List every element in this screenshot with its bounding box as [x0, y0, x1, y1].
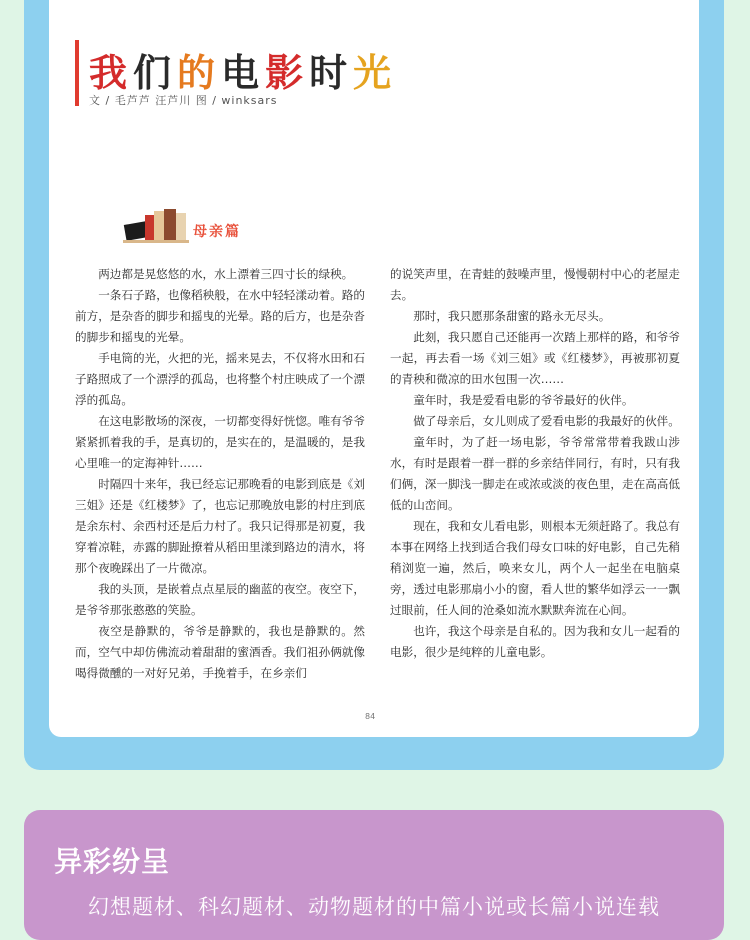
books-icon: [121, 205, 191, 245]
paragraph: 童年时，我是爱看电影的爷爷最好的伙伴。: [413, 393, 634, 407]
title-char: 电: [221, 51, 266, 95]
article-credit: 文 / 毛芦芦 汪芦川 图 / winksars: [89, 94, 278, 107]
paragraph: 夜空是静默的，爷爷是静默的，我也是静默的。然而，空气中却仿佛流动着甜甜的蜜酒香。我们祖孙俩就像喝得微醺的一对好兄弟，手挽着手，在乡亲们: [75, 624, 365, 680]
title-char: 影: [265, 51, 310, 95]
feature-card: [24, 810, 724, 940]
paragraph-continuation: 的说笑声里，在青蛙的鼓噪声里，慢慢朝村中心的老屋走去。: [390, 267, 680, 302]
section-label: 母亲篇: [193, 224, 241, 240]
magazine-page: [49, 0, 699, 737]
paragraph: 一条石子路，也像稻秧般，在水中轻轻漾动着。路的前方，是杂沓的脚步和摇曳的光晕。路的后方，也是杂沓的脚步和摇曳的光晕。: [75, 288, 365, 344]
paragraph: 时隔四十来年，我已经忘记那晚看的电影到底是《刘三姐》还是《红楼梦》了，也忘记那晚放电影的村庄到底是余东村、余西村还是后力村了。我只记得那是初夏，我穿着凉鞋，赤露的脚趾撩着从稻田里漾到路边的清水，将那个夜晚踩出了一片微凉。: [75, 477, 365, 575]
paragraph: 也许，我这个母亲是自私的。因为我和女儿一起看的电影，很少是纯粹的儿童电影。: [390, 624, 680, 659]
title-char: 的: [177, 51, 222, 95]
paragraph: 做了母亲后，女儿则成了爱看电影的我最好的伙伴。: [413, 414, 680, 428]
paragraph: 两边都是晃悠悠的水，水上漂着三四寸长的绿秧。: [98, 267, 354, 281]
article-title: [89, 42, 397, 97]
feature-body: 幻想题材、科幻题材、动物题材的中篇小说或长篇小说连载: [88, 895, 660, 919]
paragraph: 此刻，我只愿自己还能再一次踏上那样的路，和爷爷一起，再去看一场《刘三姐》或《红楼梦》，再被那初夏的青秧和微凉的田水包围一次……: [390, 330, 680, 386]
paragraph: 在这电影散场的深夜，一切都变得好恍惚。唯有爷爷紧紧抓着我的手，是真切的，是实在的，是温暖的，是我心里唯一的定海神针……: [75, 414, 365, 470]
title-char: 时: [309, 51, 354, 95]
feature-title: 异彩纷呈: [54, 845, 171, 878]
title-char: 光: [353, 51, 398, 95]
paragraph: 现在，我和女儿看电影，则根本无须赶路了。我总有本事在网络上找到适合我们母女口味的好电影，自己先稍稍浏览一遍，然后，唤来女儿，两个人一起坐在电脑桌旁，透过电影那扇小小的窗，看人世的繁华如浮云一一飘过眼前，任人间的沧桑如流水默默奔流在心间。: [390, 519, 680, 617]
left-column: [75, 264, 365, 684]
section-heading: [121, 205, 261, 245]
bleed-through-text: [461, 8, 651, 44]
right-column: [390, 264, 680, 663]
page-number: 84: [365, 712, 376, 721]
title-char: 们: [133, 51, 178, 95]
title-accent-bar: [75, 40, 79, 106]
paragraph: 手电筒的光，火把的光，摇来晃去，不仅将水田和石子路照成了一个漂浮的孤岛，也将整个村庄映成了一个漂浮的孤岛。: [75, 351, 365, 407]
paragraph: 那时，我只愿那条甜蜜的路永无尽头。: [413, 309, 611, 323]
paragraph: 童年时，为了赶一场电影，爷爷常常带着我跋山涉水，有时是跟着一群一群的乡亲结伴同行，有时，只有我们俩，深一脚浅一脚走在或浓或淡的夜色里，走在高高低低的山峦间。: [390, 435, 680, 512]
paragraph: 我的头顶，是嵌着点点星辰的幽蓝的夜空。夜空下，是爷爷那张憨憨的笑脸。: [75, 582, 365, 617]
title-char: 我: [89, 51, 134, 95]
